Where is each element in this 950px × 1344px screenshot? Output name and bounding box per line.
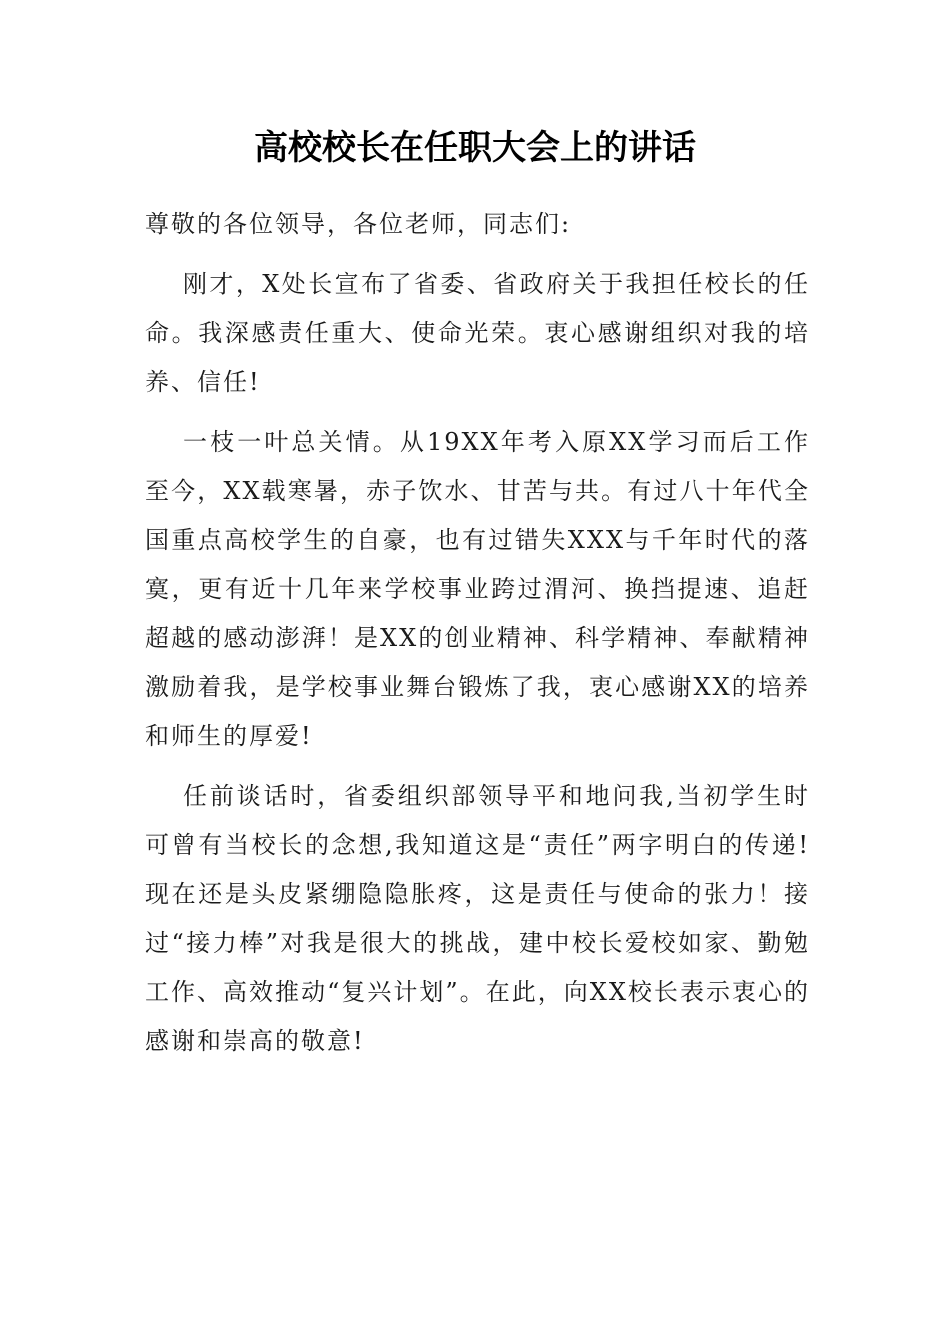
document-title: 高校校长在任职大会上的讲话 bbox=[254, 128, 696, 168]
paragraph-3: 任前谈话时，省委组织部领导平和地问我,当初学生时可曾有当校长的念想,我知道这是“责任”两字明白的传递!现在还是头皮紧绷隐隐胀疼，这是责任与使命的张力！接过“接力棒”对我是很大的挑战，建中校长爱校如家、勤勉工作、高效推动“复兴计划”。在此，向XX校长表示衷心的感谢和崇高的敬意! bbox=[145, 782, 810, 1055]
document-body bbox=[145, 200, 810, 1077]
paragraph-2: 一枝一叶总关情。从19XX年考入原XX学习而后工作至今，XX载寒暑，赤子饮水、甘苦与共。有过八十年代全国重点高校学生的自豪，也有过错失XXX与千年时代的落寞，更有近十几年来学校事业跨过渭河、换挡提速、追赶超越的感动澎湃！是XX的创业精神、科学精神、奉献精神激励着我，是学校事业舞台锻炼了我，衷心感谢XX的培养和师生的厚爱! bbox=[145, 428, 810, 750]
salutation: 尊敬的各位领导，各位老师，同志们: bbox=[145, 210, 572, 238]
paragraph-1: 刚才，X处长宣布了省委、省政府关于我担任校长的任命。我深感责任重大、使命光荣。衷心感谢组织对我的培养、信任! bbox=[145, 270, 810, 396]
